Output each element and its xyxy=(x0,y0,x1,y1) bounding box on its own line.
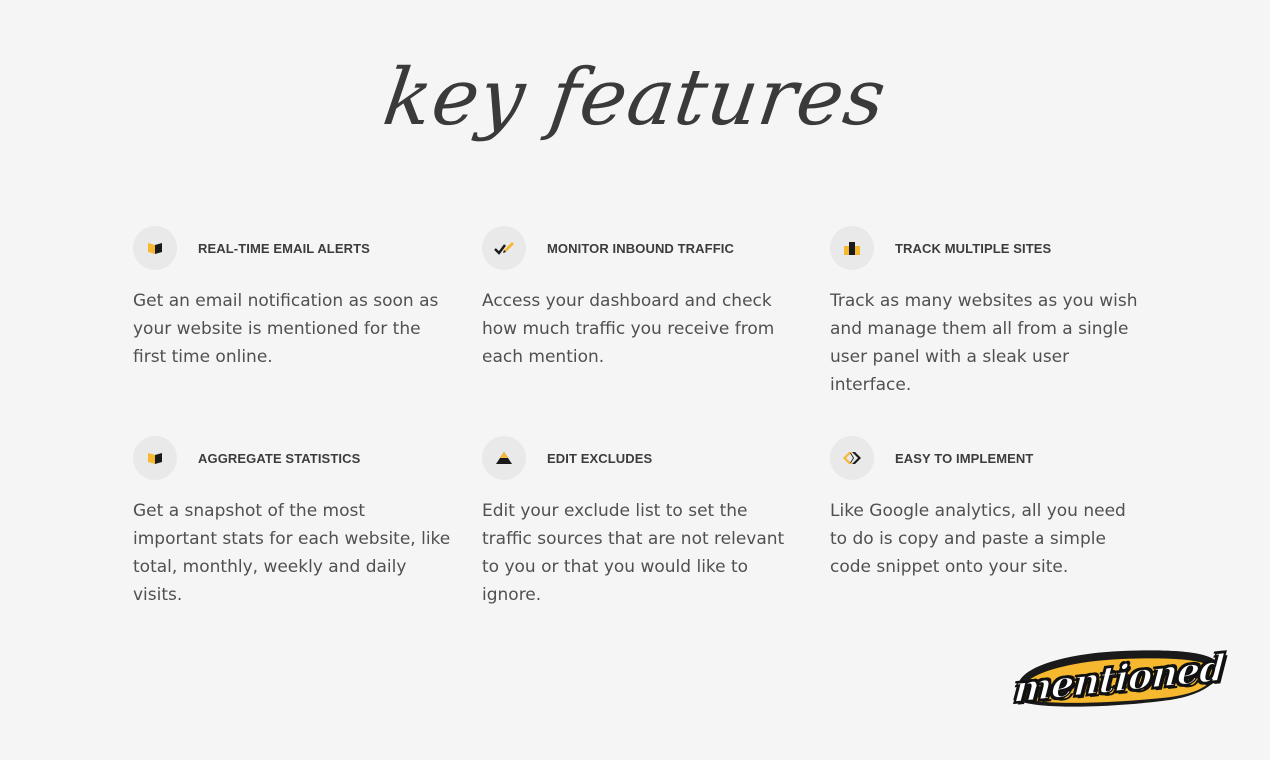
feature-header xyxy=(133,436,453,480)
feature-header xyxy=(830,436,1150,480)
feature-card-easy-implement xyxy=(830,436,1150,581)
feature-card-edit-excludes xyxy=(482,436,802,609)
feature-description: Like Google analytics, all you need to do is copy and paste a simple code snippet onto your site. xyxy=(830,501,1126,577)
code-arrows-icon xyxy=(830,436,874,480)
feature-card-monitor-traffic xyxy=(482,226,802,371)
feature-card-aggregate-statistics xyxy=(133,436,453,609)
feature-description: Track as many websites as you wish and manage them all from a single user panel with a sleak user interface. xyxy=(830,291,1138,395)
feature-card-email-alerts xyxy=(133,226,453,371)
feature-description: Edit your exclude list to set the traffic sources that are not relevant to you or that you would like to ignore. xyxy=(482,501,785,605)
brand-logo[interactable]: mentioned xyxy=(1012,646,1226,712)
feature-header xyxy=(482,436,802,480)
mountain-icon xyxy=(482,436,526,480)
feature-header xyxy=(133,226,453,270)
flag-icon xyxy=(133,436,177,480)
feature-title: REAL-TIME EMAIL ALERTS xyxy=(198,240,370,256)
feature-title: EDIT EXCLUDES xyxy=(547,450,653,466)
pencil-check-icon xyxy=(482,226,526,270)
buildings-icon xyxy=(830,226,874,270)
page-title: key features xyxy=(378,53,892,143)
flag-icon xyxy=(133,226,177,270)
feature-card-multiple-sites xyxy=(830,226,1150,399)
feature-header xyxy=(482,226,802,270)
feature-description: Access your dashboard and check how much traffic you receive from each mention. xyxy=(482,291,775,367)
feature-title: TRACK MULTIPLE SITES xyxy=(895,240,1052,256)
feature-header xyxy=(830,226,1150,270)
feature-title: EASY TO IMPLEMENT xyxy=(895,450,1034,466)
feature-title: MONITOR INBOUND TRAFFIC xyxy=(547,240,734,256)
feature-description: Get an email notification as soon as your website is mentioned for the first time online. xyxy=(133,291,439,367)
feature-description: Get a snapshot of the most important stats for each website, like total, monthly, weekly and daily visits. xyxy=(133,501,451,605)
feature-title: AGGREGATE STATISTICS xyxy=(198,450,361,466)
